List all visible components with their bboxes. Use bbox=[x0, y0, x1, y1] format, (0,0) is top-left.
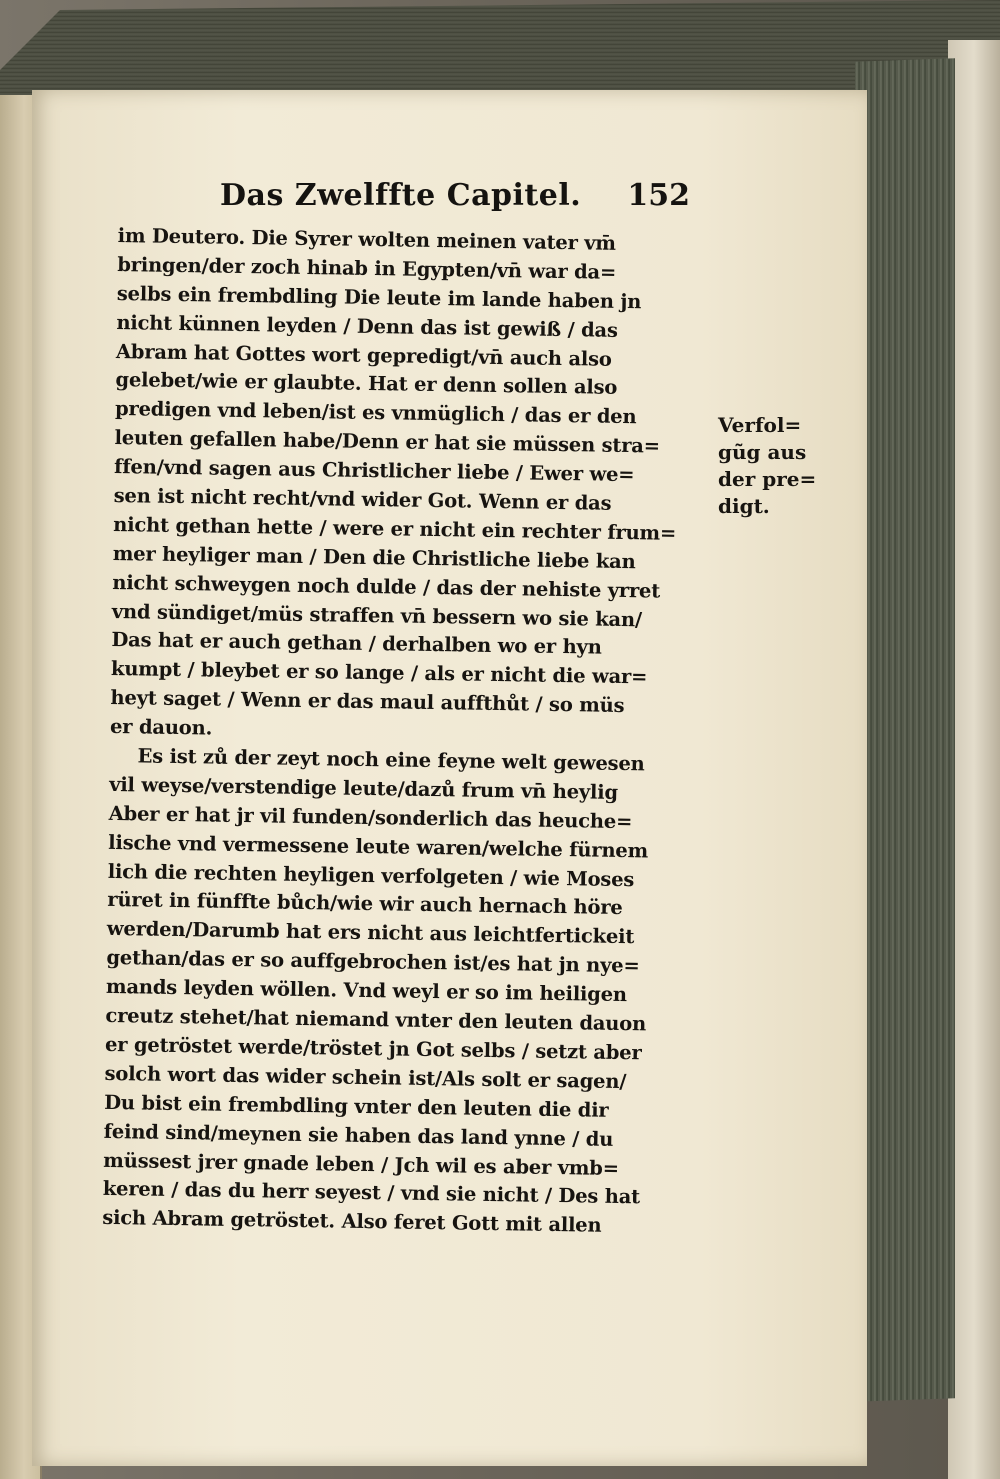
text-line: müssest jrer gnade leben / Jch wil es aber vmb= bbox=[103, 1148, 620, 1180]
margin-line: gũg aus bbox=[718, 440, 807, 464]
text-line: bringen/der zoch hinab in Egypten/vn̄ war da= bbox=[117, 252, 617, 284]
marginal-note bbox=[718, 412, 828, 520]
text-line: Das hat er auch gethan / derhalben wo er hyn bbox=[111, 628, 602, 660]
text-line: er dauon. bbox=[109, 715, 213, 740]
text-line: selbs ein frembdling Die leute im lande haben jn bbox=[116, 281, 642, 314]
paragraph-start-line: Es ist zů der zeyt noch eine feyne welt gewesen bbox=[137, 744, 645, 776]
text-line: leuten gefallen habe/Denn er hat sie müssen stra= bbox=[114, 426, 661, 458]
running-header bbox=[220, 178, 690, 222]
body-text bbox=[102, 222, 718, 1242]
margin-line: Verfol= bbox=[718, 413, 802, 437]
text-line: sich Abram getröstet. Also feret Gott mit allen bbox=[102, 1206, 602, 1237]
text-line: creutz stehet/hat niemand vnter den leuten dauon bbox=[105, 1003, 647, 1036]
book-page-edges bbox=[855, 58, 955, 1401]
chapter-title: Das Zwelffte Capitel. bbox=[220, 178, 582, 213]
book-cover-edge bbox=[948, 40, 1000, 1479]
text-line: Du bist ein frembdling vnter den leuten die dir bbox=[103, 1090, 609, 1122]
text-line: lische vnd vermessene leute waren/welche fürnem bbox=[108, 830, 649, 863]
text-line: keren / das du herr seyest / vnd sie nicht / Des hat bbox=[102, 1177, 641, 1209]
text-line: im Deutero. Die Syrer wolten meinen vater vm̄ bbox=[117, 223, 617, 255]
text-line: sen ist nicht recht/vnd wider Got. Wenn er das bbox=[113, 483, 612, 515]
text-line: werden/Darumb hat ers nicht aus leichtfertickeit bbox=[106, 917, 635, 949]
text-line: vnd sündiget/müs straffen vn̄ bessern wo sie kan/ bbox=[111, 599, 643, 631]
page-number: 152 bbox=[627, 178, 690, 213]
text-line: predigen vnd leben/ist es vnmüglich / das er den bbox=[114, 397, 637, 429]
text-line: nicht gethan hette / were er nicht ein rechter frum= bbox=[113, 512, 677, 545]
text-line: kumpt / bleybet er so lange / als er nicht die war= bbox=[110, 657, 648, 689]
text-line: nicht künnen leyden / Denn das ist gewiß / das bbox=[116, 310, 618, 342]
text-line: gelebet/wie er glaubte. Hat er denn sollen also bbox=[115, 368, 618, 400]
text-line: mer heyliger man / Den die Christliche liebe kan bbox=[112, 541, 636, 573]
text-line: feind sind/meynen sie haben das land ynne / du bbox=[103, 1119, 614, 1151]
text-line: ffen/vnd sagen aus Christlicher liebe / Ewer we= bbox=[113, 455, 635, 487]
text-line: solch wort das wider schein ist/Als solt er sagen/ bbox=[104, 1061, 627, 1093]
text-line: lich die rechten heyligen verfolgeten / wie Moses bbox=[107, 859, 635, 891]
text-line: Abram hat Gottes wort gepredigt/vn̄ auch also bbox=[115, 339, 612, 371]
text-line: heyt saget / Wenn er das maul auffthůt / so müs bbox=[110, 686, 625, 718]
text-line: gethan/das er so auffgebrochen ist/es hat jn nye= bbox=[106, 946, 640, 978]
margin-line: digt. bbox=[718, 494, 770, 518]
text-line: Aber er hat jr vil funden/sonderlich das heuche= bbox=[108, 801, 633, 833]
text-line: mands leyden wöllen. Vnd weyl er so im heiligen bbox=[105, 975, 628, 1007]
text-line: er getröstet werde/tröstet jn Got selbs / setzt aber bbox=[104, 1032, 642, 1065]
text-line: rüret in fünffte bůch/wie wir auch hernach höre bbox=[107, 888, 623, 920]
margin-line: der pre= bbox=[718, 467, 817, 491]
text-line: nicht schweygen noch dulde / das der nehiste yrret bbox=[112, 570, 661, 603]
text-line: vil weyse/verstendige leute/dazů frum vn̄ heylig bbox=[108, 772, 619, 804]
book-top-edge bbox=[0, 0, 1000, 100]
